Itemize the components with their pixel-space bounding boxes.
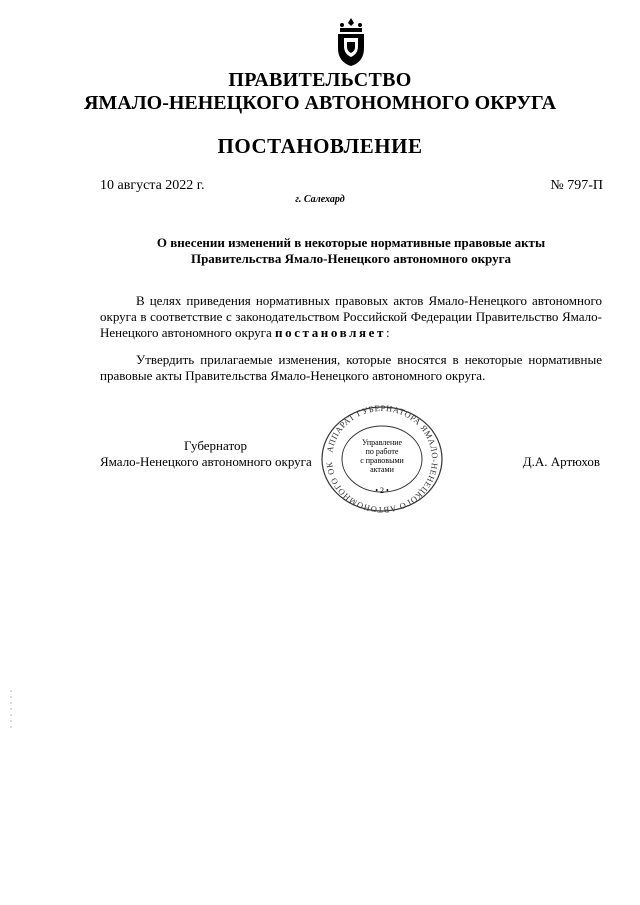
subject-line-1: О внесении изменений в некоторые нормативные правовые акты — [156, 235, 546, 250]
region-title: ЯМАЛО-НЕНЕЦКОГО АВТОНОМНОГО ОКРУГА — [83, 92, 557, 114]
official-stamp — [315, 404, 449, 514]
document-subject — [100, 235, 602, 267]
stamp-index: • 2 • — [375, 486, 389, 495]
paragraph-1-colon: : — [386, 325, 390, 340]
stamp-center-text — [315, 438, 449, 495]
stamp-line-3: с правовыми — [360, 456, 404, 465]
stamp-line-4: актами — [370, 465, 394, 474]
stamp-line-2: по работе — [365, 447, 399, 456]
paragraph-1-text: В целях приведения нормативных правовых актов Ямало-Ненецкого автономного округа в соответствие с законодательством Российской Федерации Правительство Ямало-Ненецкого автономного округа — [100, 293, 602, 340]
coat-of-arms-icon — [334, 16, 368, 68]
body-paragraph-2: Утвердить прилагаемые изменения, которые вносятся в некоторые нормативные правовые акты Правительства Ямало-Ненецкого автономного округа. — [100, 352, 602, 383]
document-city: г. Салехард — [295, 194, 345, 205]
document-number: № 797-П — [550, 178, 603, 193]
document-type: ПОСТАНОВЛЕНИЕ — [217, 134, 423, 158]
margin-mark-icon — [10, 690, 12, 730]
signer-position — [100, 438, 312, 470]
signer-name: Д.А. Артюхов — [522, 454, 600, 469]
stamp-line-1: Управление — [361, 438, 403, 447]
government-title: ПРАВИТЕЛЬСТВО — [228, 69, 412, 91]
subject-line-2: Правительства Ямало-Ненецкого автономного округа — [190, 251, 512, 266]
document-date: 10 августа 2022 г. — [100, 178, 205, 193]
signer-position-line-1: Губернатор — [184, 438, 247, 453]
body-paragraph-1 — [100, 293, 602, 341]
stamp-ring-text: АППАРАТ ГУБЕРНАТОРА ЯМАЛО-НЕНЕЦКОГО АВТОНОМНОГО ОК — [324, 404, 441, 514]
signer-position-line-2: Ямало-Ненецкого автономного округа — [100, 454, 312, 469]
resolves-word: постановляет — [275, 325, 387, 340]
